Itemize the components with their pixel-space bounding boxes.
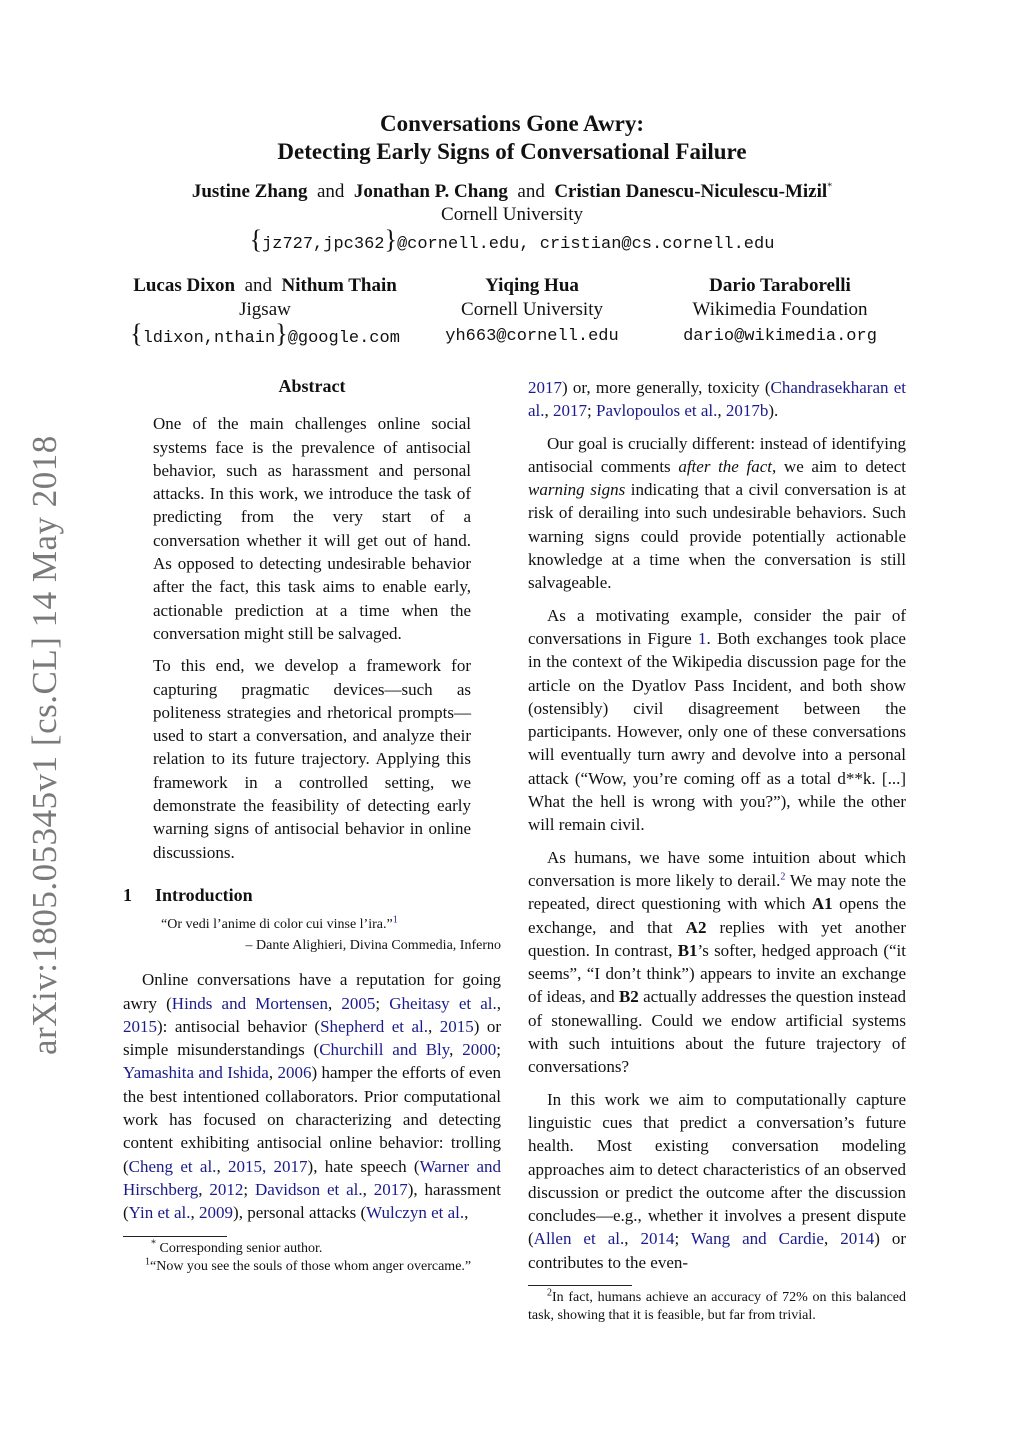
footnote-ref[interactable]: 2 — [780, 871, 786, 883]
body-paragraph: 2017) or, more generally, toxicity (Chandrasekharan et al., 2017; Pavlopoulos et al., 2017b). — [528, 378, 906, 421]
citation-link[interactable]: Cheng et al. — [128, 1156, 217, 1176]
author-name: Lucas Dixon — [133, 275, 236, 296]
author-block-jigsaw — [105, 274, 425, 351]
citation-link[interactable]: 2006 — [277, 1063, 312, 1083]
intro-paragraph: Online conversations have a reputation for going awry (Hinds and Mortensen, 2005; Gheitasy et al., 2015): antisocial behavior (Shepherd et al., 2015) or simple misunderstandings (Churchill and Bly, 2000; Yamashita and Ishida, 2006) hamper the efforts of even the best intentioned collaborators. Prior computational work has focused on characterizing and detecting content exhibiting antisocial online behavior: trolling (Cheng et al., 2015, 2017), hate speech (Warner and Hirschberg, 2012; Davidson et al., 2017), harassment (Yin et al., 2009), personal attacks (Wulczyn et al., — [123, 970, 502, 1223]
citation-link[interactable]: Davidson et al. — [254, 1179, 363, 1199]
citation-link[interactable]: Yamashita and Ishida — [123, 1063, 269, 1083]
citation-link[interactable]: Warner and Hirschberg — [123, 1156, 501, 1199]
citation-link[interactable]: 2005 — [341, 993, 376, 1013]
speaker-label: A2 — [685, 917, 707, 937]
email-ids: ldixon,nthain — [142, 329, 276, 348]
citation-link[interactable]: 2012 — [209, 1179, 244, 1199]
email: yh663@cornell.edu — [445, 327, 619, 346]
paper-title — [0, 110, 1024, 166]
arxiv-stamp: arXiv:1805.05345v1 [cs.CL] 14 May 2018 — [25, 435, 64, 1055]
body-paragraph: As a motivating example, consider the pair of conversations in Figure 1. Both exchanges took place in the context of the Wikipedia discussion page for the article on the Dyatlov Pass Incident, and both show (ostensibly) civil disagreement between the participants. However, only one of these conversations will eventually turn awry and devolve into a personal attack (“Wow, you’re coming off as a total d**k. [...] What the hell is wrong with you?”), while the other will remain civil. — [528, 605, 906, 835]
citation-link[interactable]: Hinds and Mortensen — [171, 993, 328, 1013]
epigraph — [123, 914, 501, 956]
email-top — [0, 227, 1024, 258]
citation-link[interactable]: Wulczyn et al. — [366, 1203, 465, 1223]
citation-link[interactable]: Gheitasy et al. — [389, 993, 497, 1013]
left-column — [123, 375, 501, 1276]
citation-link[interactable]: 2015, 2017 — [227, 1156, 308, 1176]
body-paragraph: In this work we aim to computationally capture linguistic cues that predict a conversation’s future health. Most existing conversation modeling approaches aim to detect characteristics of an observed discussion or predict the outcome after the discussion concludes—e.g., whether it involves a present dispute (Allen et al., 2014; Wang and Cardie, 2014) or contributes to the even- — [528, 1089, 907, 1272]
body-paragraph: As humans, we have some intuition about which conversation is more likely to derail.$^2$ We may note the repeated, direct questioning with which A1 opens the exchange, and that A2 replies with yet another question. In contrast, B1’s softer, hedged approach (“it seems”, “I don’t think”) appears to invite an exchange of ideas, and B2 actually addresses the question instead of stonewalling. Could we endow artificial systems with such intuitions about the future trajectory of conversations? — [528, 847, 907, 1077]
citation-link[interactable]: 2017 — [553, 401, 588, 421]
affiliation-top: Cornell University — [441, 204, 583, 225]
section-title: Introduction — [155, 884, 253, 905]
citation-link[interactable]: 2015 — [439, 1016, 474, 1036]
section-number: 1 — [123, 884, 132, 905]
right-column — [528, 376, 906, 1325]
brace-close: } — [384, 225, 397, 254]
speaker-label: A1 — [811, 894, 833, 914]
author-block-hua — [422, 274, 642, 349]
email-domain: @cornell.edu, cristian@cs.cornell.edu — [396, 235, 775, 254]
footnote-ref[interactable]: 1 — [392, 914, 398, 926]
abstract-paragraph: One of the main challenges online social systems face is the prevalence of antisocial behavior, such as harassment and personal attacks. In this work, we introduce the task of predicting from the very start of a conversation whether it will get out of hand. As opposed to detecting undesirable behavior after the fact, this task aims to enable early, actionable prediction at a time when the conversation might still be salvaged. — [153, 414, 471, 643]
author-and: and — [244, 275, 273, 296]
citation-link[interactable]: 2015 — [123, 1016, 157, 1036]
abstract-heading: Abstract — [278, 376, 346, 396]
author-block-taraborelli — [660, 274, 900, 349]
author-name: Nithum Thain — [281, 275, 397, 296]
author-name: Justine Zhang — [191, 181, 308, 202]
author-and: and — [517, 181, 545, 202]
citation-link[interactable]: Chandrasekharan et al. — [528, 378, 906, 421]
author-row-top — [0, 180, 1024, 204]
author-name: Cristian Danescu-Niculescu-Mizil — [554, 181, 828, 202]
citation-link[interactable]: 2009 — [199, 1203, 234, 1223]
email: dario@wikimedia.org — [683, 327, 877, 346]
emphasis: after the fact — [678, 456, 773, 476]
title-line-2: Detecting Early Signs of Conversational Failure — [277, 139, 747, 164]
affiliation: Wikimedia Foundation — [692, 299, 868, 320]
footnote-rule — [123, 1236, 227, 1237]
title-line-1: Conversations Gone Awry: — [379, 111, 645, 136]
author-name: Dario Taraborelli — [709, 275, 851, 296]
speaker-label: B1 — [677, 940, 698, 960]
epigraph-quote: “Or vedi l’anime di color cui vinse l’ira.” — [161, 917, 393, 933]
citation-link[interactable]: Shepherd et al. — [320, 1016, 428, 1036]
brace-close: } — [275, 319, 288, 348]
footnote-rule — [528, 1285, 632, 1286]
citation-link[interactable]: 2017 — [373, 1179, 408, 1199]
email-ids: jz727,jpc362 — [262, 235, 385, 254]
affiliation: Jigsaw — [239, 299, 291, 320]
author-and: and — [316, 181, 345, 202]
footnote: $^2$In fact, humans achieve an accuracy of 72% on this balanced task, showing that it is feasible, but far from trivial. — [528, 1287, 906, 1323]
footnote: * Corresponding senior author. — [151, 1237, 323, 1256]
footnote-mark: 2 — [547, 1287, 552, 1299]
brace-open: { — [249, 225, 263, 254]
speaker-label: B2 — [618, 987, 639, 1007]
citation-link[interactable]: Wang and Cardie — [690, 1229, 824, 1249]
citation-link[interactable]: 2017b — [725, 401, 769, 421]
citation-link[interactable]: Pavlopoulos et al. — [596, 401, 718, 421]
emphasis: warning signs — [528, 480, 626, 500]
citation-link[interactable]: 2014 — [840, 1229, 875, 1249]
author-name: Yiqing Hua — [485, 275, 579, 296]
epigraph-author: – Dante Alighieri, Divina Commedia, Inferno — [245, 938, 501, 954]
citation-link[interactable]: Yin et al. — [128, 1203, 191, 1223]
citation-link[interactable]: Churchill and Bly — [319, 1040, 450, 1060]
email-domain: @google.com — [287, 329, 400, 348]
body-paragraph: Our goal is crucially different: instead of identifying antisocial comments after the fact, we aim to detect warning signs indicating that a civil conversation is at risk of derailing into such undesirable behaviors. Such warning signs could provide potentially actionable knowledge at a time when the conversation is still salvageable. — [528, 433, 906, 593]
affiliation: Cornell University — [461, 299, 603, 320]
footnote-mark: * — [151, 1237, 156, 1249]
brace-open: { — [130, 319, 143, 348]
abstract-body — [153, 412, 471, 864]
abstract-paragraph: To this end, we develop a framework for capturing pragmatic devices—such as politeness strategies and rhetorical prompts—used to start a conversation, and analyze their relation to its future trajectory. Applying this framework in a controlled setting, we demonstrate the feasibility of detecting early warning signs of antisocial behavior in online discussions. — [153, 656, 471, 862]
citation-link[interactable]: 2000 — [462, 1040, 497, 1060]
figure-link[interactable]: 1 — [698, 628, 707, 648]
footnote: $^1$“Now you see the souls of those whom anger overcame.” — [145, 1255, 472, 1274]
footnote-mark: 1 — [145, 1255, 150, 1267]
citation-link[interactable]: Allen et al. — [533, 1229, 625, 1249]
corresponding-mark: * — [827, 181, 833, 193]
citation-link[interactable]: 2017 — [528, 378, 562, 397]
citation-link[interactable]: 2014 — [640, 1229, 675, 1249]
section-heading-introduction — [123, 884, 501, 907]
author-name: Jonathan P. Chang — [353, 181, 508, 202]
